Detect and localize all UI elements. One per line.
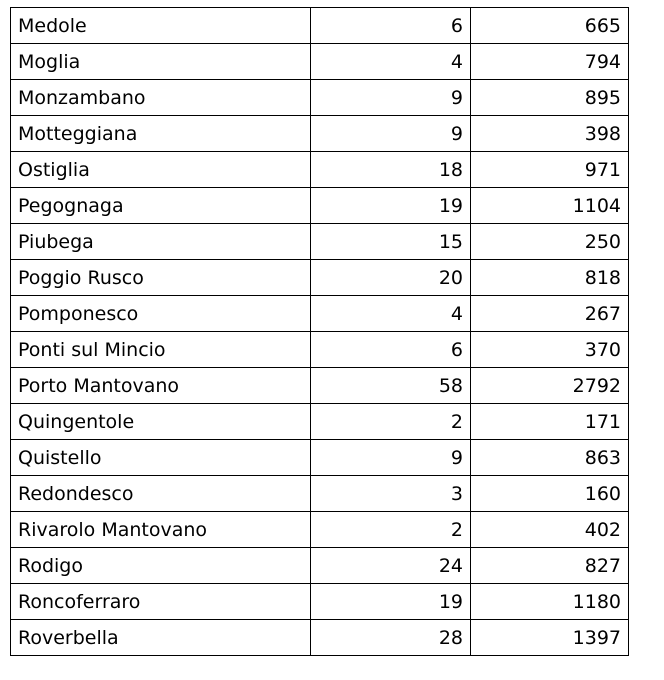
value-a-cell: 3	[311, 476, 471, 512]
municipality-cell: Ponti sul Mincio	[11, 332, 311, 368]
table-row	[11, 152, 629, 188]
value-a-cell: 4	[311, 296, 471, 332]
table-row	[11, 80, 629, 116]
municipality-cell: Quistello	[11, 440, 311, 476]
value-a-cell: 20	[311, 260, 471, 296]
value-a-cell: 24	[311, 548, 471, 584]
value-b-cell: 160	[471, 476, 629, 512]
data-table	[10, 7, 629, 656]
table-row	[11, 188, 629, 224]
table-row	[11, 8, 629, 44]
table-row	[11, 296, 629, 332]
value-a-cell: 4	[311, 44, 471, 80]
municipality-cell: Rodigo	[11, 548, 311, 584]
municipality-cell: Porto Mantovano	[11, 368, 311, 404]
table-row	[11, 44, 629, 80]
value-b-cell: 402	[471, 512, 629, 548]
table-row	[11, 584, 629, 620]
table-row	[11, 260, 629, 296]
table-row	[11, 476, 629, 512]
value-b-cell: 398	[471, 116, 629, 152]
value-b-cell: 1180	[471, 584, 629, 620]
value-b-cell: 895	[471, 80, 629, 116]
table-row	[11, 224, 629, 260]
municipality-cell: Monzambano	[11, 80, 311, 116]
municipality-cell: Roncoferraro	[11, 584, 311, 620]
value-b-cell: 794	[471, 44, 629, 80]
value-a-cell: 9	[311, 80, 471, 116]
value-a-cell: 6	[311, 332, 471, 368]
municipality-cell: Poggio Rusco	[11, 260, 311, 296]
value-b-cell: 665	[471, 8, 629, 44]
value-a-cell: 28	[311, 620, 471, 656]
value-b-cell: 863	[471, 440, 629, 476]
table-row	[11, 440, 629, 476]
municipality-cell: Piubega	[11, 224, 311, 260]
table-row	[11, 116, 629, 152]
value-b-cell: 827	[471, 548, 629, 584]
municipality-cell: Redondesco	[11, 476, 311, 512]
value-b-cell: 171	[471, 404, 629, 440]
table-row	[11, 332, 629, 368]
value-a-cell: 18	[311, 152, 471, 188]
value-a-cell: 2	[311, 404, 471, 440]
municipality-cell: Motteggiana	[11, 116, 311, 152]
municipality-cell: Moglia	[11, 44, 311, 80]
value-a-cell: 15	[311, 224, 471, 260]
value-b-cell: 370	[471, 332, 629, 368]
table-row	[11, 512, 629, 548]
municipality-cell: Rivarolo Mantovano	[11, 512, 311, 548]
value-a-cell: 19	[311, 584, 471, 620]
value-a-cell: 58	[311, 368, 471, 404]
value-b-cell: 971	[471, 152, 629, 188]
table-row	[11, 620, 629, 656]
table-row	[11, 548, 629, 584]
value-a-cell: 9	[311, 440, 471, 476]
value-b-cell: 250	[471, 224, 629, 260]
value-b-cell: 1397	[471, 620, 629, 656]
municipality-cell: Pegognaga	[11, 188, 311, 224]
value-b-cell: 1104	[471, 188, 629, 224]
value-b-cell: 818	[471, 260, 629, 296]
value-a-cell: 2	[311, 512, 471, 548]
municipality-cell: Ostiglia	[11, 152, 311, 188]
municipality-cell: Pomponesco	[11, 296, 311, 332]
value-b-cell: 2792	[471, 368, 629, 404]
value-b-cell: 267	[471, 296, 629, 332]
table-body	[11, 8, 629, 656]
municipality-cell: Roverbella	[11, 620, 311, 656]
value-a-cell: 6	[311, 8, 471, 44]
municipality-cell: Medole	[11, 8, 311, 44]
table-row	[11, 368, 629, 404]
value-a-cell: 19	[311, 188, 471, 224]
table-row	[11, 404, 629, 440]
municipality-cell: Quingentole	[11, 404, 311, 440]
value-a-cell: 9	[311, 116, 471, 152]
